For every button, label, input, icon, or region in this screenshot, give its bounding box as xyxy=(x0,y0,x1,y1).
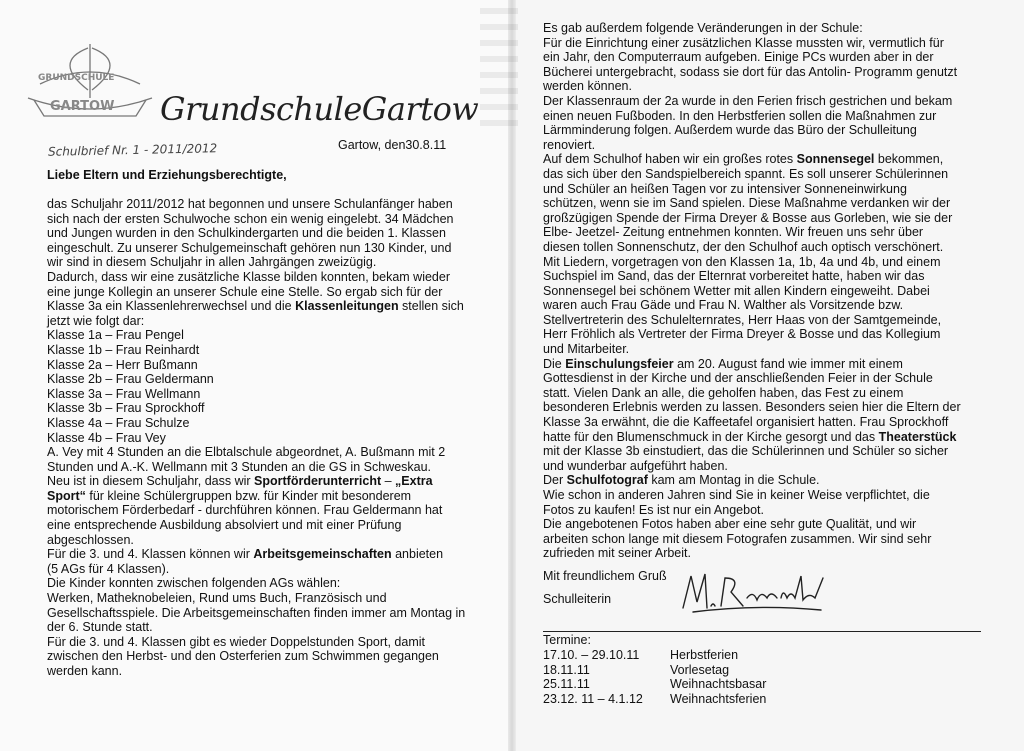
text-line xyxy=(47,358,492,373)
text-run: Stunden und A.-K. Wellmann mit 3 Stunden an die GS in Schweskau. xyxy=(47,459,432,474)
text-line xyxy=(47,197,492,212)
text-run: bekommen, xyxy=(874,152,944,167)
text-run: Sonnensegel bei schönem Wetter mit allen Kindern eingeweiht. Dabei xyxy=(543,283,930,298)
termine-title: Termine: xyxy=(543,633,591,647)
termine-list xyxy=(543,648,766,707)
text-run: das Schuljahr 2011/2012 hat begonnen und unsere Schulanfänger haben xyxy=(47,197,453,211)
bold-phrase: Sonnensegel xyxy=(796,152,875,167)
principal-signature xyxy=(677,568,827,616)
text-line xyxy=(543,36,983,51)
text-line xyxy=(543,313,983,328)
text-run: Der xyxy=(543,473,567,488)
termine-row xyxy=(543,648,766,663)
bold-phrase: Sportförderunterricht xyxy=(254,474,382,489)
termine-date: 23.12. 11 – 4.1.12 xyxy=(543,692,643,707)
text-line xyxy=(543,284,983,299)
text-line xyxy=(543,50,983,65)
text-line xyxy=(543,430,983,445)
text-line xyxy=(543,503,983,518)
text-run: das sich über den Sandspielbereich spannt. Es soll unserer Schülerinnen xyxy=(543,166,949,181)
text-line xyxy=(47,460,492,475)
text-run: schützen, wenn sie im Sand spielen. Diese Maßnahme verdanken wir der xyxy=(543,196,951,211)
text-line xyxy=(47,241,492,256)
termine-date: 18.11.11 xyxy=(543,662,590,677)
text-run: für kleine Schülergruppen bzw. für Kinder mit besonderem xyxy=(85,488,412,503)
text-run: jetzt wie folgt dar: xyxy=(47,313,145,328)
text-run: Gesellschaftsspiele. Die Arbeitsgemeinschaften finden immer am Montag in xyxy=(47,605,466,620)
text-line xyxy=(543,371,983,386)
text-line xyxy=(47,562,492,577)
text-line xyxy=(47,474,492,489)
termine-row xyxy=(543,663,766,678)
text-run: und Schüler an heißen Tagen vor zu intensiver Sonneneinwirkung xyxy=(543,181,907,196)
text-line xyxy=(543,225,983,240)
text-run: eine junge Kollegin an unserer Schule eine Stelle. So ergab sich für der xyxy=(47,284,443,299)
text-run: Elbe- Jeetzel- Zeitung entnehmen konnten. Wir freuen uns sehr über xyxy=(543,225,924,240)
text-run: Bücherei untergebracht, sodass sie dort für das Antolin- Programm genutzt xyxy=(543,64,958,79)
text-line xyxy=(47,576,492,591)
bold-phrase: Arbeitsgemeinschaften xyxy=(253,547,392,562)
text-line xyxy=(47,547,492,562)
bold-phrase: Klassenleitungen xyxy=(295,299,399,314)
text-run: Für die Einrichtung einer zusätzlichen Klasse mussten wir, vermutlich für xyxy=(543,35,944,50)
text-line xyxy=(543,459,983,474)
text-run: einen neuen Fußboden. In den Herbstferien sollen die Maßnahmen zur xyxy=(543,108,937,123)
text-run: Die angebotenen Fotos haben aber eine sehr gute Qualität, und wir xyxy=(543,517,917,532)
text-line xyxy=(47,226,492,241)
text-line xyxy=(543,182,983,197)
text-line xyxy=(47,212,492,227)
text-run: Suchspiel im Sand, das der Elternrat vorbereitet hatte, haben wir das xyxy=(543,269,925,284)
text-run: Stellvertreterin des Schulelternrates, Herr Haas von der Samtgemeinde, xyxy=(543,312,942,327)
text-run: Klasse 1a – Frau Pengel xyxy=(47,328,184,343)
text-run: hatte für den Blumenschmuck in der Kirche gesorgt und das xyxy=(543,429,879,444)
text-line xyxy=(543,211,983,226)
text-run: Wie schon in anderen Jahren sind Sie in keiner Weise verpflichtet, die xyxy=(543,488,930,502)
text-run: Lärmminderung folgen. Außerdem wurde das Büro der Schulleitung xyxy=(543,123,917,138)
text-line xyxy=(543,138,983,153)
text-line xyxy=(47,431,492,446)
text-line xyxy=(543,65,983,80)
text-run: Klasse 3a ein Klassenlehrerwechsel und die xyxy=(47,299,296,314)
logo-text-bottom: GARTOW xyxy=(50,99,115,114)
text-run: Für die 3. und 4. Klassen gibt es wieder Doppelstunden Sport, damit xyxy=(47,634,425,649)
text-run: zwischen den Herbst- und den Osterferien zum Schwimmen gegangen xyxy=(47,649,439,664)
bold-phrase: Schulfotograf xyxy=(566,473,648,488)
text-line xyxy=(543,298,983,313)
letter-body-right xyxy=(543,21,983,606)
text-run: Klasse 3a – Frau Wellmann xyxy=(47,386,201,401)
text-line xyxy=(47,445,492,460)
text-run: motorischem Förderbedarf - durchführen können. Frau Geldermann hat xyxy=(47,503,443,518)
text-run: Die Kinder konnten zwischen folgenden AGs wählen: xyxy=(47,576,341,591)
text-run: Schulleiterin xyxy=(543,591,612,606)
bold-phrase: Sport“ xyxy=(47,488,86,503)
termine-event: Herbstferien xyxy=(670,648,739,662)
school-logo xyxy=(20,40,160,124)
text-line xyxy=(543,357,983,372)
dateline: Gartow, den30.8.11 xyxy=(338,138,447,152)
text-line xyxy=(543,123,983,138)
text-line xyxy=(543,444,983,459)
text-run: Für die 3. und 4. Klassen können wir xyxy=(47,547,254,562)
text-run: und Mitarbeiter. xyxy=(543,342,630,357)
text-run: besonderen Erlebnis werden zu lassen. Besonders seien hier die Eltern der xyxy=(543,400,961,415)
text-run: Klasse 2a – Herr Bußmann xyxy=(47,357,198,372)
text-run: Klasse 2b – Frau Geldermann xyxy=(47,372,214,387)
text-run: Herr Fröhlich als Vertreter der Firma Dreyer & Bosse und das Kollegium xyxy=(543,327,941,342)
text-run: Es gab außerdem folgende Veränderungen in der Schule: xyxy=(543,21,863,35)
text-run: kam am Montag in die Schule. xyxy=(647,473,820,488)
text-line xyxy=(543,546,983,561)
text-line xyxy=(47,664,492,679)
text-line xyxy=(47,255,492,270)
text-run: Dadurch, dass wir eine zusätzliche Klasse bilden konnten, bekam wieder xyxy=(47,269,450,284)
text-run: eine entsprechende Ausbildung absolviert und mit einer Prüfung xyxy=(47,518,402,533)
text-run: Fotos zu kaufen! Es ist nur ein Angebot. xyxy=(543,502,764,517)
logo-text-top: GRUNDSCHULE xyxy=(38,73,115,83)
text-run: stellen sich xyxy=(398,299,464,314)
termine-divider xyxy=(543,631,981,632)
termine-date: 17.10. – 29.10.11 xyxy=(543,648,640,662)
text-run: am 20. August fand wie immer mit einem xyxy=(673,356,903,371)
text-run: Klasse 1b – Frau Reinhardt xyxy=(47,342,200,357)
termine-event: Weihnachtsbasar xyxy=(670,677,767,692)
text-line xyxy=(47,503,492,518)
text-run: renoviert. xyxy=(543,137,596,152)
text-line xyxy=(47,635,492,650)
text-line xyxy=(543,386,983,401)
text-line xyxy=(47,314,492,329)
text-run: – xyxy=(381,474,396,489)
text-line xyxy=(543,240,983,255)
text-line xyxy=(543,152,983,167)
text-line xyxy=(47,416,492,431)
greeting: Liebe Eltern und Erziehungsberechtigte, xyxy=(47,168,287,182)
text-line xyxy=(543,342,983,357)
text-run: Mit Liedern, vorgetragen von den Klassen 1a, 1b, 4a und 4b, und einem xyxy=(543,254,941,269)
termine-event: Weihnachtsferien xyxy=(670,692,767,707)
bold-phrase: „Extra xyxy=(395,474,433,489)
text-run: Der Klassenraum der 2a wurde in den Ferien frisch gestrichen und bekam xyxy=(543,93,953,108)
text-run: anbieten xyxy=(391,547,444,562)
text-line xyxy=(543,400,983,415)
text-line xyxy=(47,489,492,504)
text-line xyxy=(47,285,492,300)
text-run: waren auch Frau Gäde und Frau N. Walther als Vorsitzende bzw. xyxy=(543,298,904,313)
text-line xyxy=(47,372,492,387)
text-line xyxy=(543,488,983,503)
text-line xyxy=(543,415,983,430)
bold-phrase: Theaterstück xyxy=(878,429,957,444)
text-line xyxy=(47,649,492,664)
text-line xyxy=(543,21,983,36)
text-line xyxy=(543,196,983,211)
text-run: (5 AGs für 4 Klassen). xyxy=(47,561,170,576)
text-line xyxy=(543,255,983,270)
text-run: Neu ist in diesem Schuljahr, dass wir xyxy=(47,474,255,489)
text-run: Auf dem Schulhof haben wir ein großes rotes xyxy=(543,152,797,167)
text-line xyxy=(47,620,492,635)
text-line xyxy=(47,343,492,358)
text-run: Klasse 4b – Frau Vey xyxy=(47,430,166,445)
text-run: Klasse 3b – Frau Sprockhoff xyxy=(47,401,205,416)
text-run: arbeiten schon lange mit diesem Fotografen zusammen. Wir sind sehr xyxy=(543,531,932,546)
text-line xyxy=(47,328,492,343)
text-line xyxy=(543,94,983,109)
letter-body-left xyxy=(47,197,492,679)
text-run: wir sind in diesem Schuljahr in allen Jahrgängen zweizügig. xyxy=(47,255,377,270)
text-run: Klasse 3a erwähnt, die die Kaffeetafel organisiert hatten. Frau Sprockhoff xyxy=(543,415,949,430)
text-run: sich nach der ersten Schulwoche schon ein wenig eingelebt. 34 Mädchen xyxy=(47,211,454,226)
text-run: zufrieden mit seiner Arbeit. xyxy=(543,546,691,561)
bold-phrase: Einschulungsfeier xyxy=(565,356,674,371)
text-line xyxy=(47,606,492,621)
text-run: Gottesdienst in der Kirche und der anschließenden Feier in der Schule xyxy=(543,371,933,386)
text-line xyxy=(47,270,492,285)
text-run: großzügigen Spende der Firma Dreyer & Bosse aus Gorleben, wie sie der xyxy=(543,210,953,225)
school-name-heading: GrundschuleGartow xyxy=(160,90,479,128)
text-run: Die xyxy=(543,356,566,371)
text-run: werden kann. xyxy=(47,664,123,678)
text-line xyxy=(47,591,492,606)
text-line xyxy=(47,533,492,548)
handwritten-note: Schulbrief Nr. 1 - 2011/2012 xyxy=(47,141,218,159)
text-run: statt. Vielen Dank an alle, die geholfen haben, das Fest zu einem xyxy=(543,385,904,400)
termine-date: 25.11.11 xyxy=(543,677,590,692)
text-run: Klasse 4a – Frau Schulze xyxy=(47,415,190,430)
text-run: ein Jahr, den Computerraum aufgeben. Einige PCs wurden aber in der xyxy=(543,50,934,65)
text-line xyxy=(543,269,983,284)
text-line xyxy=(543,517,983,532)
text-run: Mit freundlichem Gruß xyxy=(543,568,667,583)
text-run: abgeschlossen. xyxy=(47,532,134,547)
text-run: und wunderbar aufgeführt haben. xyxy=(543,458,728,473)
text-run: A. Vey mit 4 Stunden an die Elbtalschule abgeordnet, A. Bußmann mit 2 xyxy=(47,445,446,460)
text-line xyxy=(543,327,983,342)
termine-event: Vorlesetag xyxy=(670,662,730,677)
text-run: der 6. Stunde statt. xyxy=(47,620,153,635)
text-run: Werken, Matheknobeleien, Rund ums Buch, Französisch und xyxy=(47,591,387,606)
text-run: und Jungen wurden in den Schulkindergarten und die beiden 1. Klassen xyxy=(47,226,446,241)
text-line xyxy=(543,532,983,547)
text-line xyxy=(543,79,983,94)
text-run: mit der Klasse 3b einstudiert, das die Schülerinnen und Schüler so sicher xyxy=(543,444,949,459)
text-line xyxy=(47,299,492,314)
text-run: diesen tollen Sonnenschutz, der den Schulhof auch optisch verschönert. xyxy=(543,239,944,254)
text-line xyxy=(543,167,983,182)
text-line xyxy=(47,401,492,416)
termine-row xyxy=(543,692,766,707)
text-run: eingeschult. Zu unserer Schulgemeinschaft gehören nun 130 Kinder, und xyxy=(47,240,452,255)
text-line xyxy=(543,473,983,488)
text-run: werden können. xyxy=(543,79,632,94)
text-line xyxy=(543,109,983,124)
termine-row xyxy=(543,677,766,692)
text-line xyxy=(47,518,492,533)
text-line xyxy=(47,387,492,402)
